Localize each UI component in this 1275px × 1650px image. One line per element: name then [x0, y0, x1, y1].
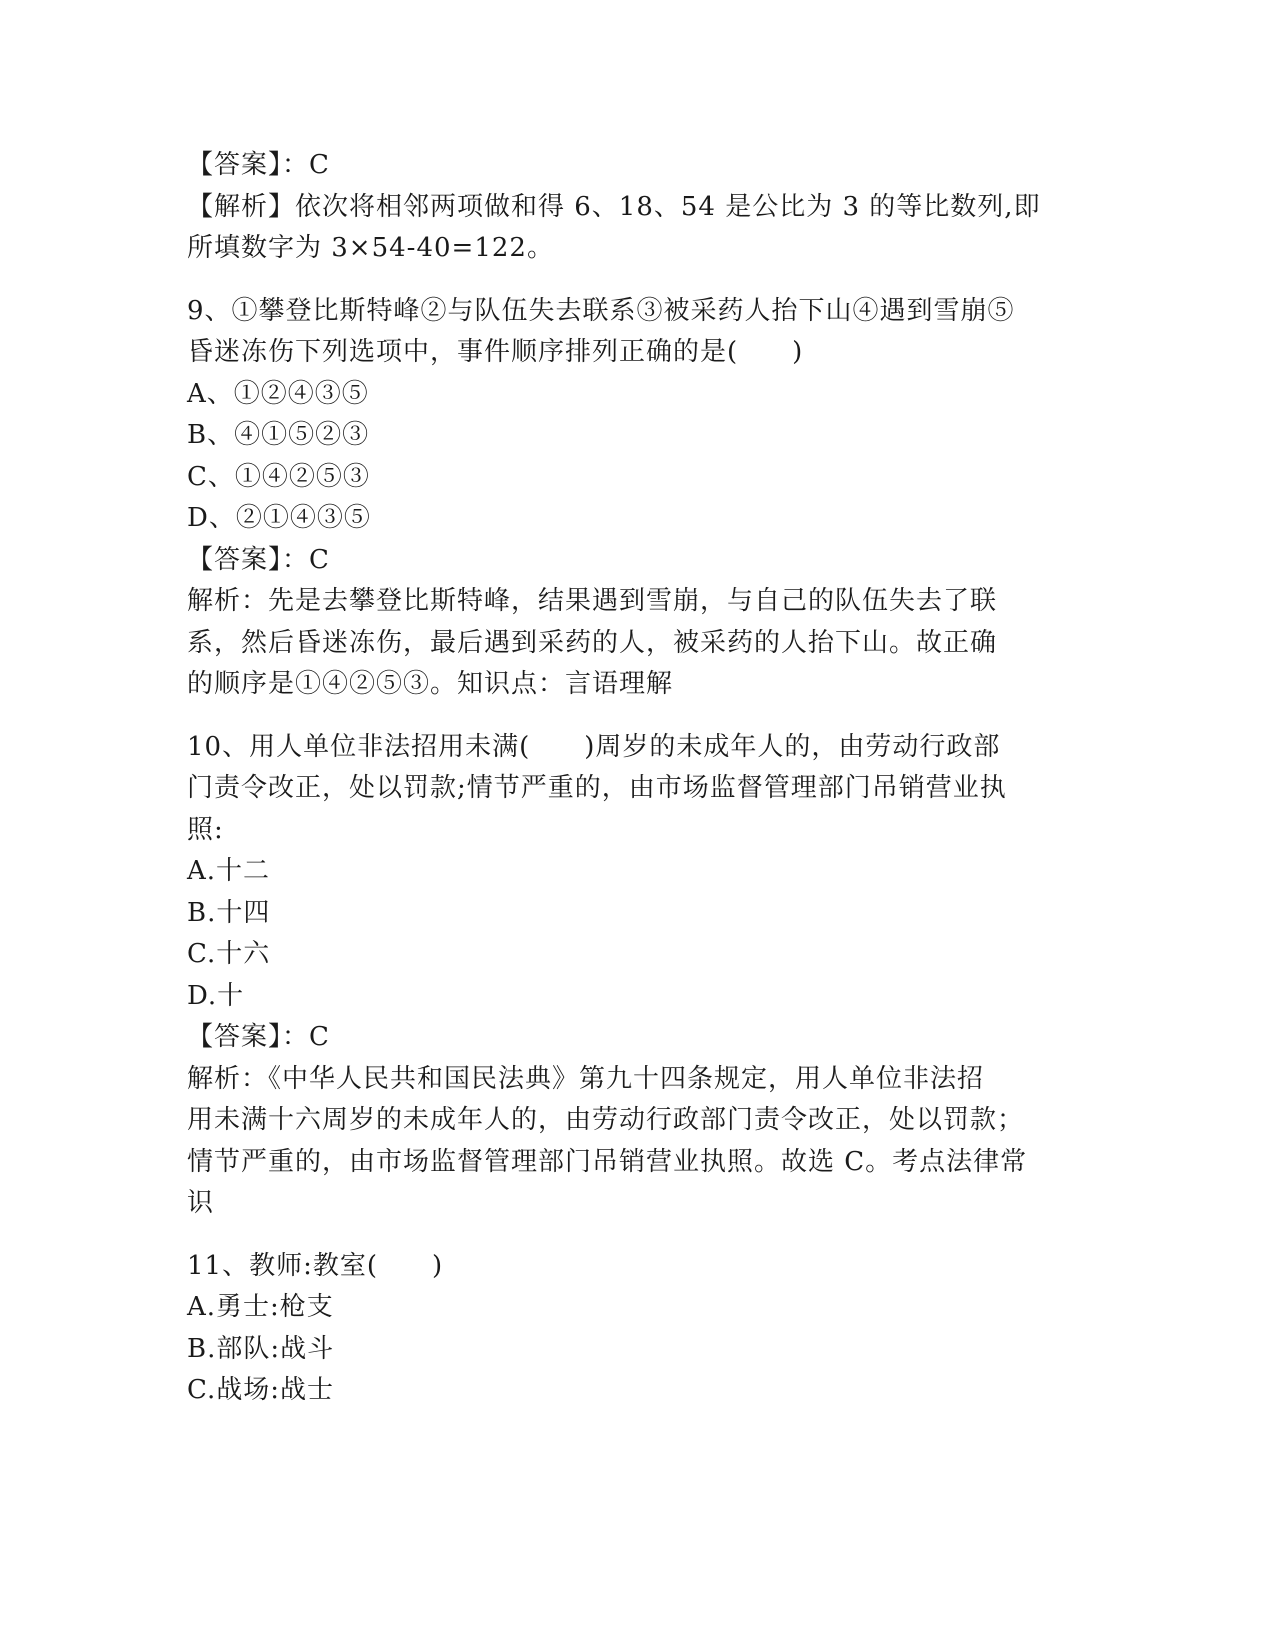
question-10 [187, 727, 1087, 1225]
option-c: C.十六 [187, 939, 271, 969]
question-text: 10、用人单位非法招用未满( )周岁的未成年人的，由劳动行政部 [187, 731, 1001, 762]
explanation-line: 系，然后昏迷冻伤，最后遇到采药的人，被采药的人抬下山。故正确 [187, 627, 998, 658]
question-text: 11、教师:教室( ) [187, 1250, 444, 1281]
option-a: A、①②④③⑤ [187, 378, 369, 409]
question-text: 9、①攀登比斯特峰②与队伍失去联系③被采药人抬下山④遇到雪崩⑤ [187, 295, 1015, 326]
question-text: 昏迷冻伤下列选项中，事件顺序排列正确的是( ) [187, 337, 804, 367]
explanation-line: 解析：《中华人民共和国民法典》第九十四条规定，用人单位非法招 [187, 1063, 985, 1094]
option-a: A.十二 [187, 856, 271, 886]
question-11 [187, 1246, 1087, 1412]
explanation-line: 用未满十六周岁的未成年人的，由劳动行政部门责令改正，处以罚款； [187, 1105, 1025, 1135]
option-b: B.部队:战斗 [187, 1333, 335, 1364]
option-b: B.十四 [187, 897, 271, 928]
option-d: D、②①④③⑤ [187, 503, 371, 533]
answer-line: 【答案】：C [187, 150, 330, 180]
document-page [187, 145, 1087, 1412]
previous-answer-block [187, 145, 1087, 270]
explanation-line: 识 [187, 1188, 215, 1218]
question-text: 照: [187, 814, 224, 845]
answer-line: 【答案】：C [187, 544, 330, 575]
answer-line: 【答案】：C [187, 1022, 330, 1052]
explanation-line: 所填数字为 3×54-40=122。 [187, 233, 554, 263]
question-9 [187, 291, 1087, 706]
option-b: B、④①⑤②③ [187, 420, 370, 450]
explanation-line: 解析：先是去攀登比斯特峰，结果遇到雪崩，与自己的队伍失去了联 [187, 586, 998, 616]
explanation-line: 情节严重的，由市场监督管理部门吊销营业执照。故选 C。考点法律常 [187, 1146, 1028, 1177]
option-a: A.勇士:枪支 [187, 1292, 334, 1322]
option-c: C、①④②⑤③ [187, 461, 370, 492]
explanation-line: 【解析】依次将相邻两项做和得 6、18、54 是公比为 3 的等比数列,即 [187, 191, 1041, 222]
option-d: D.十 [187, 980, 245, 1011]
explanation-line: 的顺序是①④②⑤③。知识点：言语理解 [187, 669, 674, 699]
question-text: 门责令改正，处以罚款;情节严重的，由市场监督管理部门吊销营业执 [187, 773, 1007, 803]
option-c: C.战场:战士 [187, 1375, 334, 1405]
